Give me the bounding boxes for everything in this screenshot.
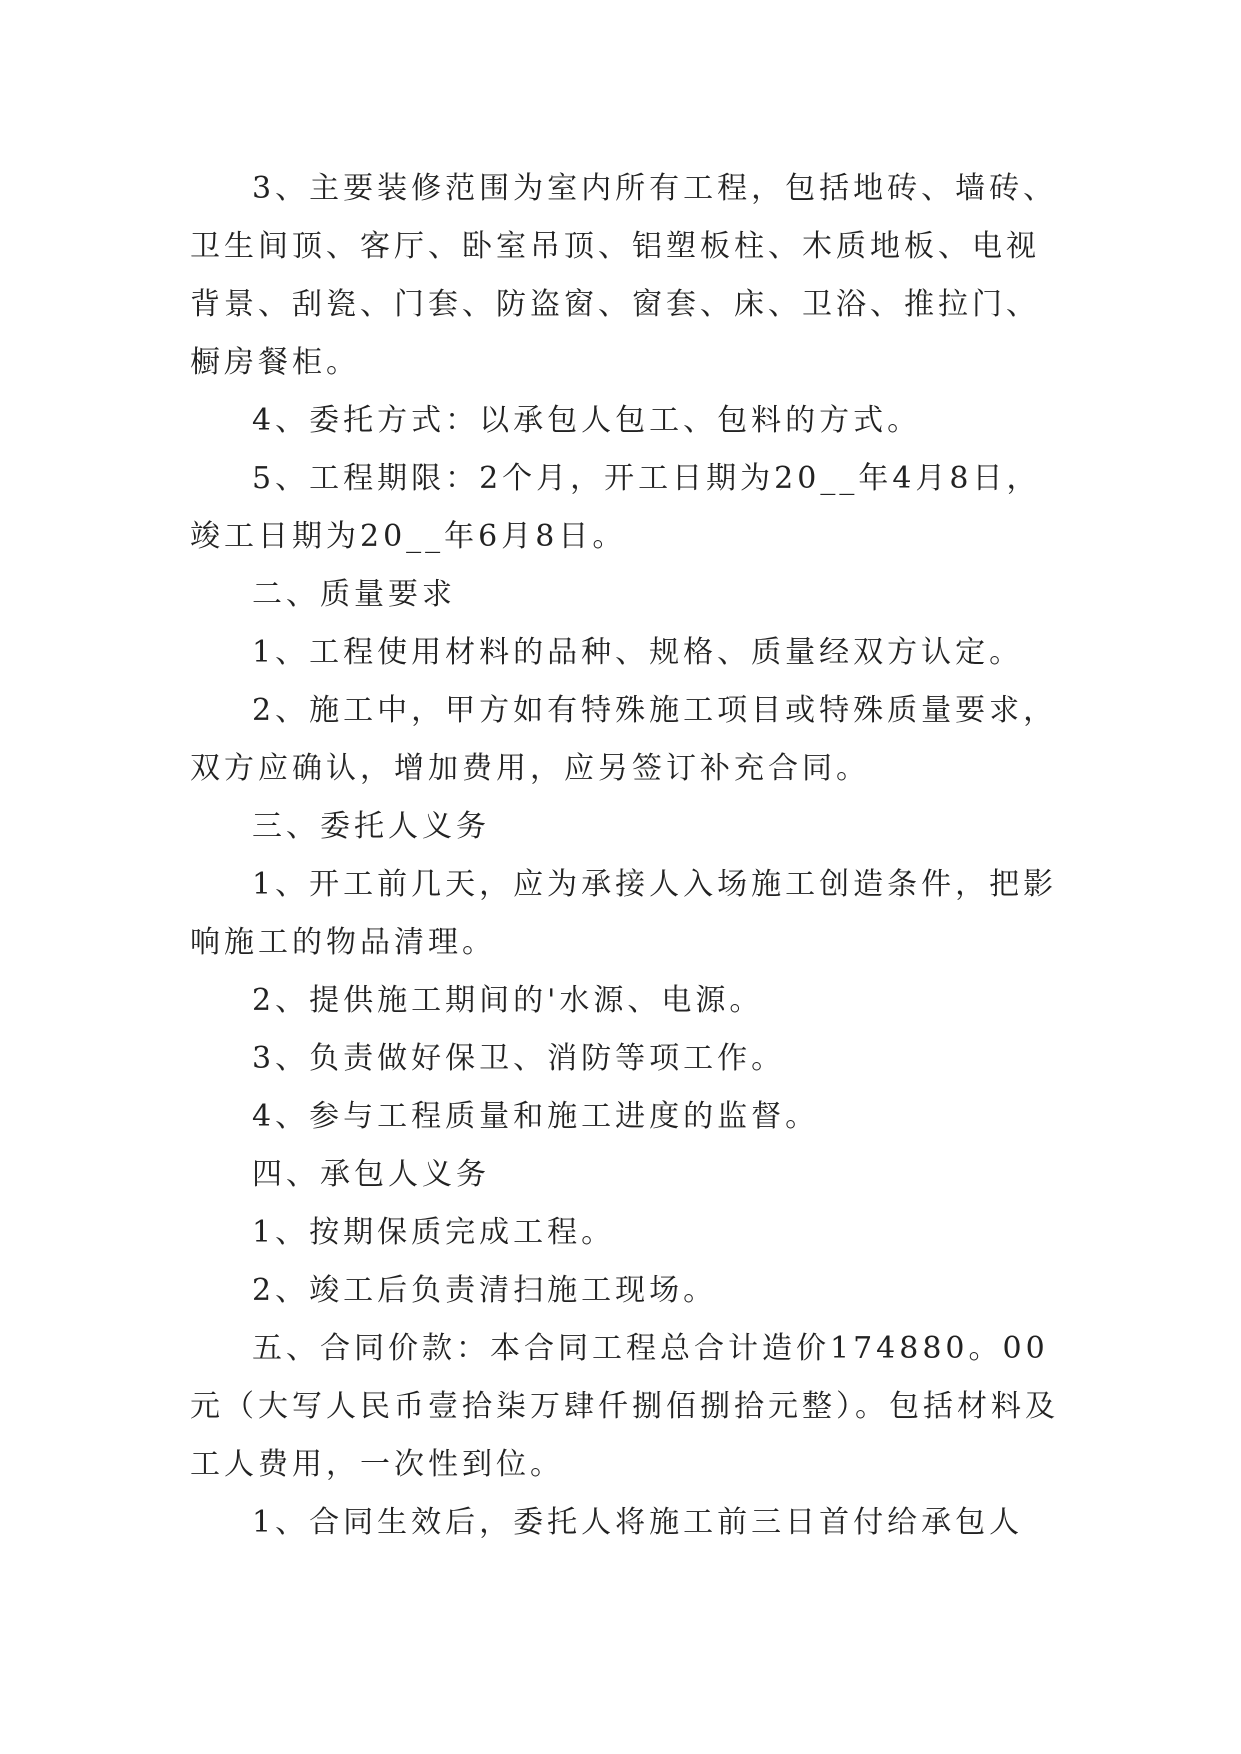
paragraph-special-requirements: 2、施工中，甲方如有特殊施工项目或特殊质量要求，双方应确认，增加费用，应另签订补充合同。 (190, 693, 1058, 786)
paragraph-supervision: 4、参与工程质量和施工进度的监督。 (252, 1099, 820, 1134)
paragraph-first-payment: 1、合同生效后，委托人将施工前三日首付给承包人 (252, 1505, 1024, 1540)
paragraph-duration: 5、工程期限：2个月，开工日期为20__年4月8日，竣工日期为20__年6月8日。 (190, 461, 1041, 554)
paragraph-cleanup: 2、竣工后负责清扫施工现场。 (252, 1273, 718, 1308)
section-heading-client-obligations: 三、委托人义务 (252, 809, 490, 844)
paragraph-complete-on-time: 1、按期保质完成工程。 (252, 1215, 616, 1250)
paragraph-scope: 3、主要装修范围为室内所有工程，包括地砖、墙砖、卫生间顶、客厅、卧室吊顶、铝塑板柱、木质地板、电视背景、刮瓷、门套、防盗窗、窗套、床、卫浴、推拉门、橱房餐柜。 (190, 171, 1058, 380)
section-heading-contractor-obligations: 四、承包人义务 (252, 1157, 490, 1192)
section-contract-price: 五、合同价款：本合同工程总合计造价174880。00元（大写人民币壹拾柒万肆仟捌佰捌拾元整）。包括材料及工人费用，一次性到位。 (190, 1331, 1059, 1482)
paragraph-materials: 1、工程使用材料的品种、规格、质量经双方认定。 (252, 635, 1024, 670)
section-heading-quality: 二、质量要求 (252, 577, 456, 612)
paragraph-commission-method: 4、委托方式：以承包人包工、包料的方式。 (252, 403, 922, 438)
paragraph-site-preparation: 1、开工前几天，应为承接人入场施工创造条件，把影响施工的物品清理。 (190, 867, 1058, 960)
paragraph-security: 3、负责做好保卫、消防等项工作。 (252, 1041, 786, 1076)
paragraph-utilities: 2、提供施工期间的'水源、电源。 (252, 983, 764, 1018)
document-body (190, 160, 1060, 1552)
